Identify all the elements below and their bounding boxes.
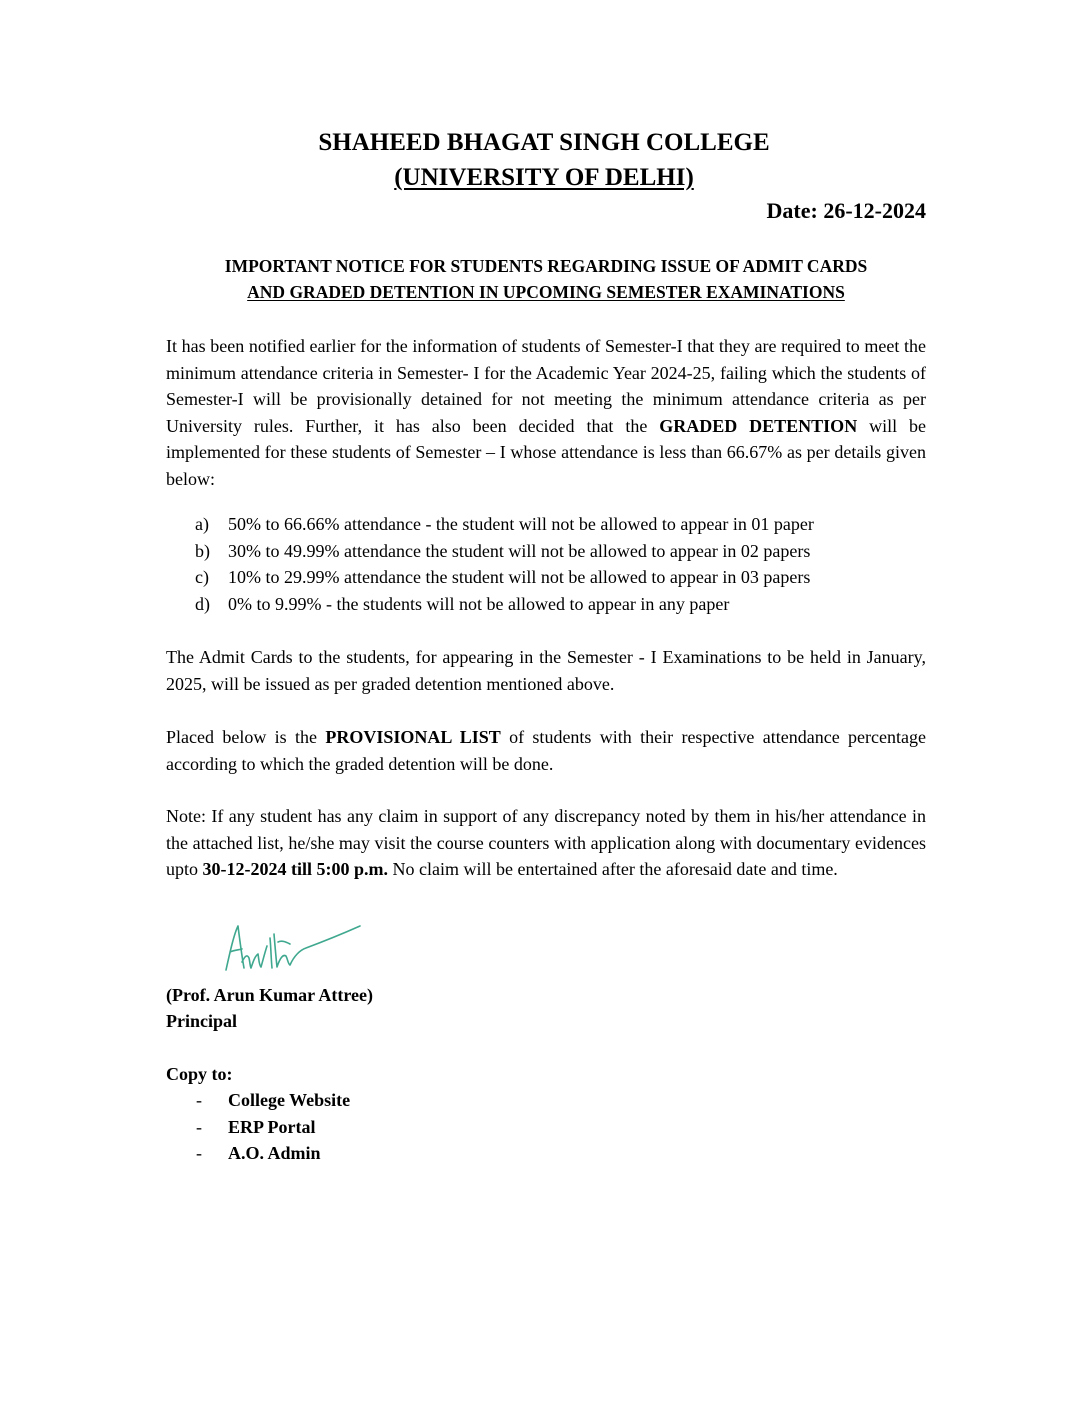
list-marker: b) [195,540,210,561]
paragraph-text: will be implemented for these students of Semester – I whose attendance is less than 66.67% as per details given below: [166,415,926,489]
paragraph-text: Note: If any student has any claim in support of any discrepancy noted by them in his/her attendance in the attached list, he/she may visit the course counters with application along with documentary evidences upto [166,806,926,879]
principal-signature [212,912,372,982]
list-item-text: 50% to 66.66% attendance - the student will not be allowed to appear in 01 paper [228,514,814,534]
university-name-text: (UNIVERSITY OF DELHI) [394,164,694,191]
paragraph-admit-cards: The Admit Cards to the students, for appearing in the Semester - I Examinations to be held in January, 2025, will be issued as per graded detention mentioned above. [166,647,926,694]
emphasis-graded-detention: GRADED DETENTION [659,415,858,436]
list-item-text: ERP Portal [228,1116,316,1137]
list-marker: a) [195,514,209,534]
list-item [196,1087,350,1114]
notice-date: Date: 26-12-2024 [766,198,926,223]
list-item-text: 30% to 49.99% attendance the student will not be allowed to appear in 02 papers [228,540,811,561]
list-item [195,511,926,538]
list-item-text: College Website [228,1090,351,1110]
list-item-text: 0% to 9.99% - the students will not be allowed to appear in any paper [228,593,730,614]
paragraph-text: It has been notified earlier for the information of students of Semester-I that they are required to meet the minimum attendance criteria in Semester- I for the Academic Year 2024-25, failing which the students of Semester-I will be provisionally detained for not meeting the minimum attendance criteria as per University rules. Further, it has also been decided that the [166,336,926,436]
list-item [195,564,926,591]
list-item [196,1140,350,1167]
emphasis-provisional-list: PROVISIONAL LIST [325,727,501,747]
paragraph-text: of students with their respective attendance percentage according to which the graded detention will be done. [166,727,926,774]
list-item [195,538,926,565]
notice-heading-line2: AND GRADED DETENTION IN UPCOMING SEMESTER EXAMINATIONS [247,282,845,302]
paragraph-text: No claim will be entertained after the aforesaid date and time. [388,859,838,879]
list-item [195,591,926,618]
signatory-name: (Prof. Arun Kumar Attree) [166,985,373,1005]
notice-heading [166,253,926,305]
paragraph-text: Placed below is the [166,727,326,747]
list-marker: c) [195,567,209,587]
list-marker: d) [195,593,210,614]
list-marker: - [196,1143,202,1163]
copy-to-heading: Copy to: [166,1064,233,1084]
notice-heading-line1: IMPORTANT NOTICE FOR STUDENTS REGARDING ISSUE OF ADMIT CARDS [224,256,868,276]
list-item-text: A.O. Admin [228,1143,321,1163]
signatory-title: Principal [166,1011,237,1031]
list-marker: - [196,1116,202,1137]
list-item [196,1114,350,1141]
detention-rules-list [195,511,926,617]
paragraph-provisional-list [166,724,926,777]
list-marker: - [196,1090,202,1110]
emphasis-deadline: 30-12-2024 till 5:00 p.m. [202,859,388,879]
university-name [0,162,1088,194]
college-name: SHAHEED BHAGAT SINGH COLLEGE [318,129,770,156]
paragraph-claim-note [166,803,926,883]
paragraph-attendance-criteria [166,333,926,492]
list-item-text: 10% to 29.99% attendance the student will not be allowed to appear in 03 papers [228,567,811,587]
copy-to-list [196,1087,350,1167]
